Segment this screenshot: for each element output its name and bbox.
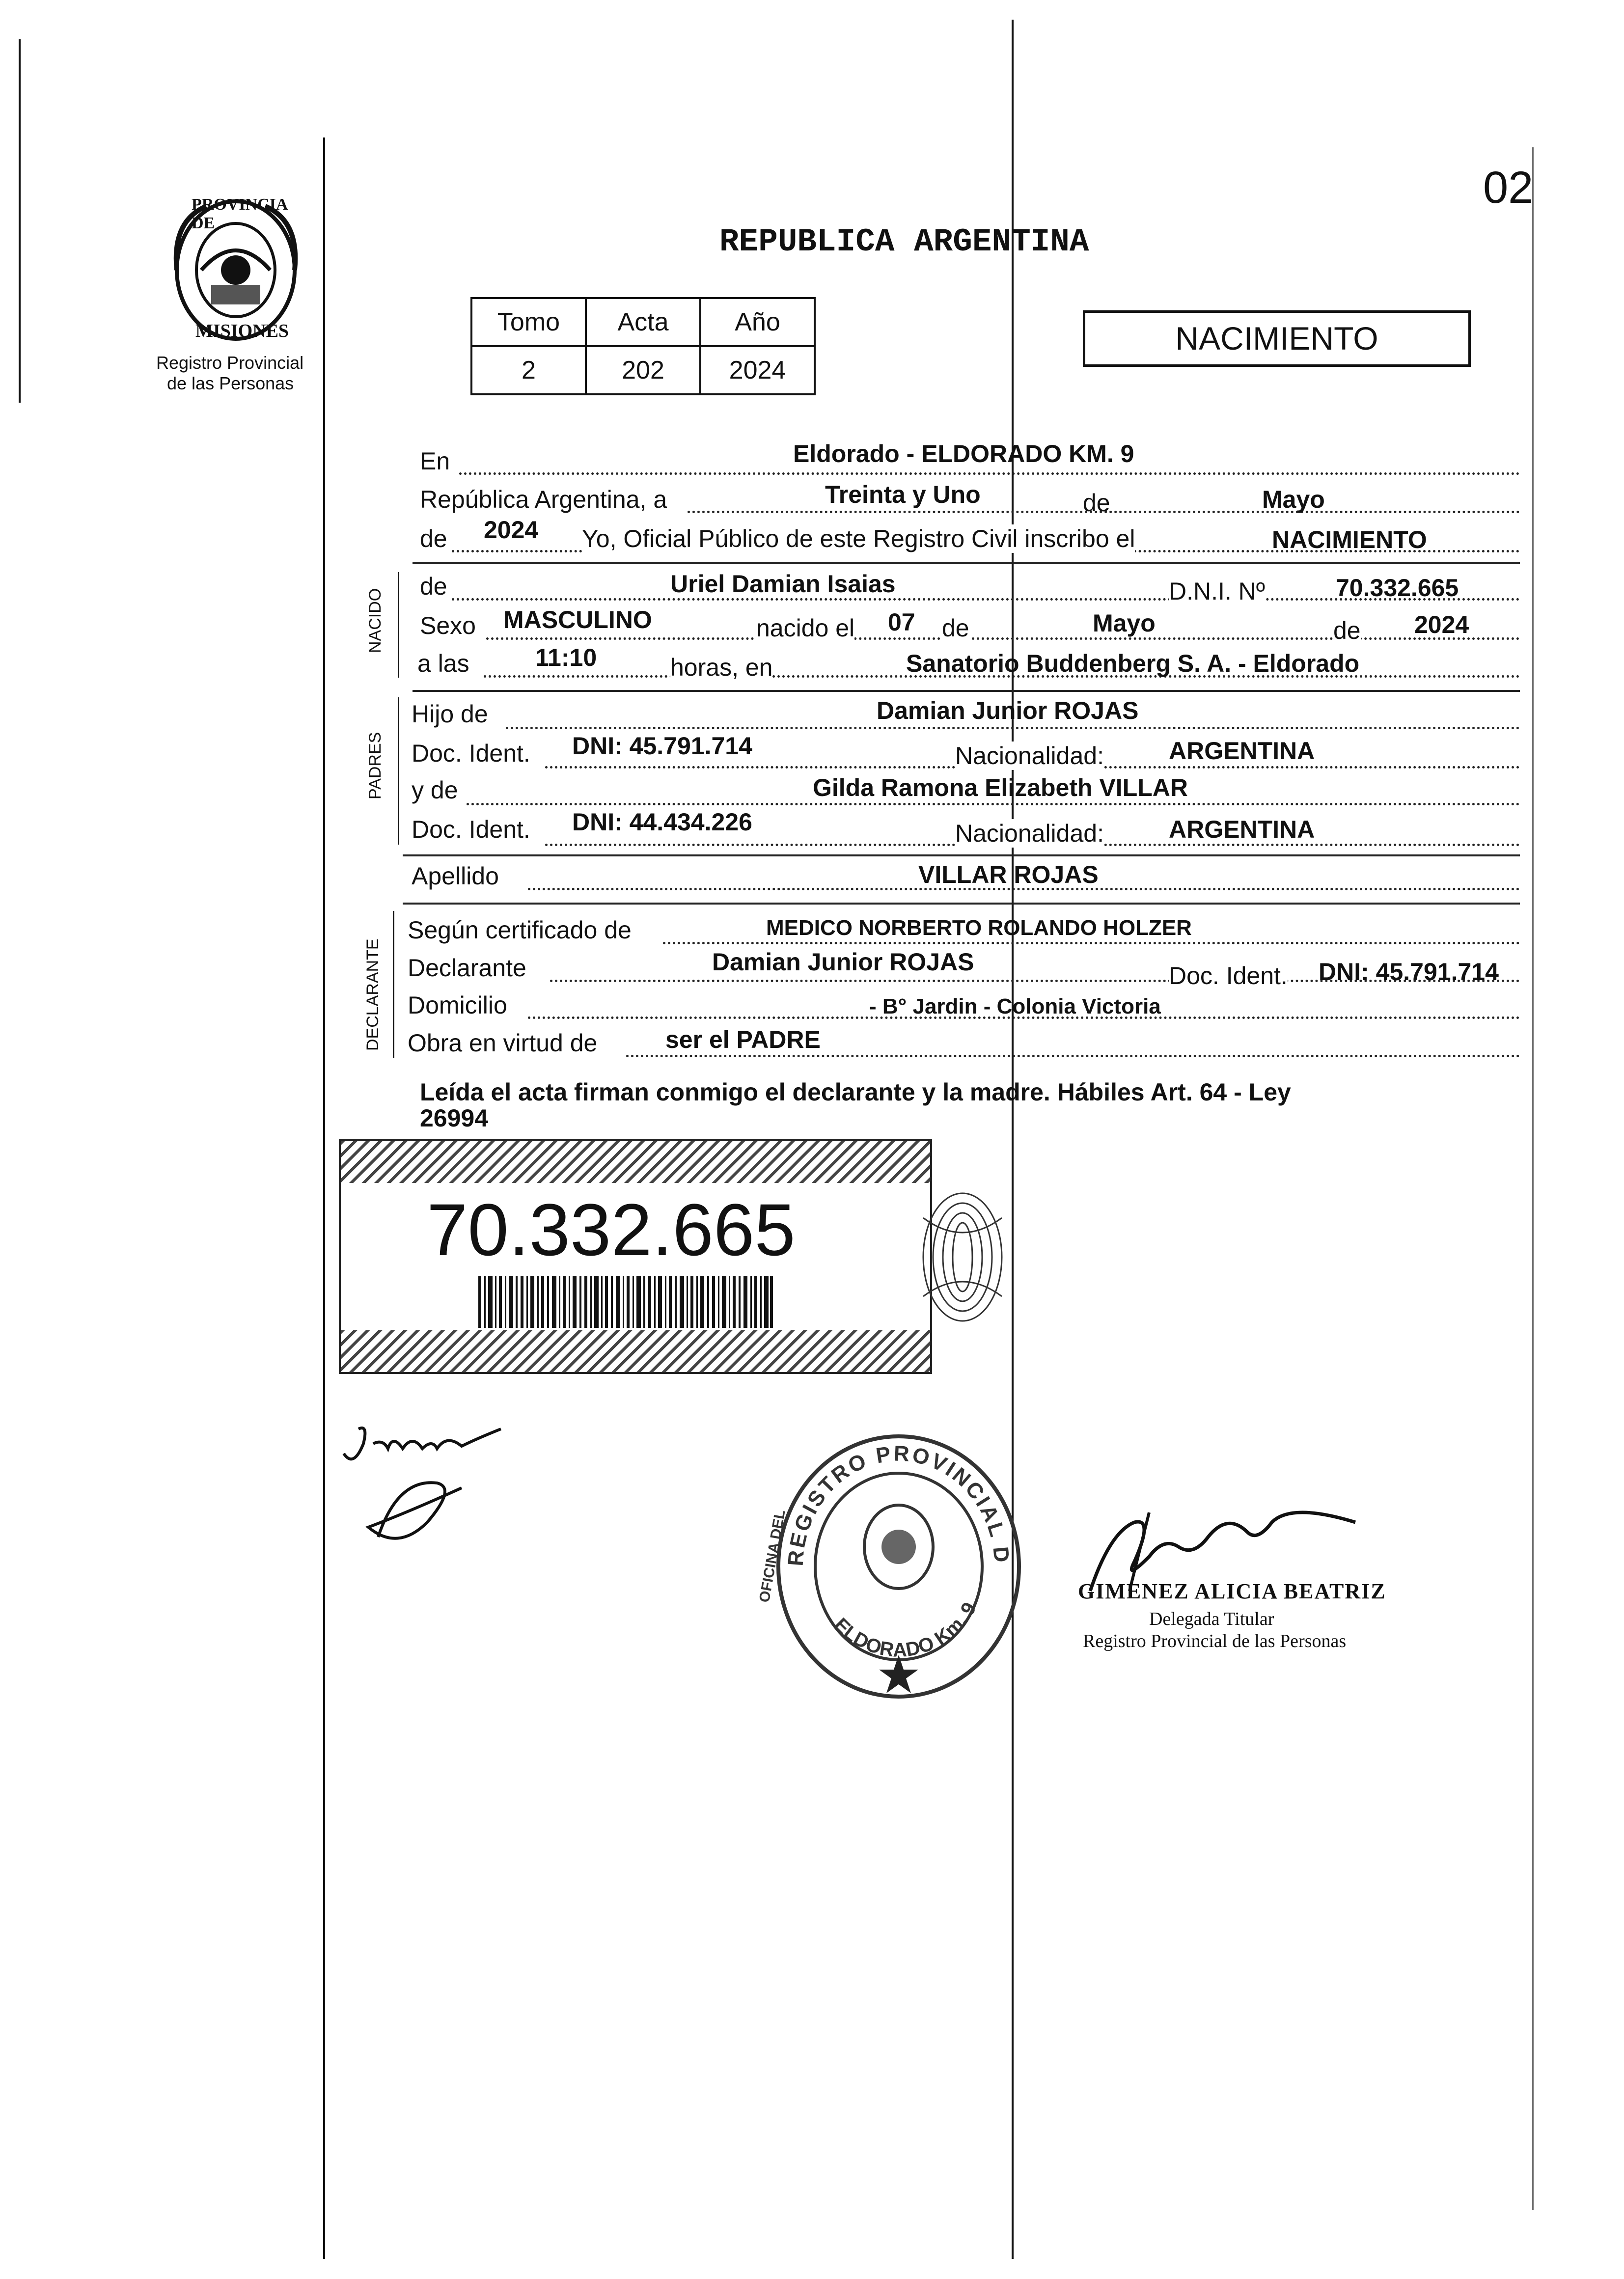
oficial-text: Yo, Oficial Público de este Registro Civil inscribo el <box>582 525 1135 552</box>
sexo-label: Sexo <box>420 612 476 639</box>
fold-line <box>1012 20 1014 2259</box>
declarante-label: Declarante <box>408 954 526 982</box>
sexo-dots <box>486 637 1520 640</box>
cert-dots <box>663 942 1520 944</box>
birth-day: 07 <box>888 608 915 636</box>
padres-bracket <box>398 697 399 845</box>
month: Mayo <box>1262 486 1325 513</box>
guilloche-strip-top <box>341 1141 930 1183</box>
separator-1 <box>413 562 1520 564</box>
child-dni: 70.332.665 <box>1336 574 1459 602</box>
tomo-header: Tomo <box>471 298 586 346</box>
horas-label: horas, en <box>670 654 773 681</box>
inner-margin-line <box>323 137 325 2259</box>
declarante-doc: DNI: 45.791.714 <box>1319 958 1499 986</box>
acta-header: Acta <box>586 298 700 346</box>
registry-caption-2: de las Personas <box>167 373 294 393</box>
padres-section-label: PADRES <box>366 732 385 799</box>
obra-dots <box>626 1055 1520 1057</box>
record-type: NACIMIENTO <box>1175 320 1378 357</box>
registry-round-stamp <box>769 1424 1024 1699</box>
stamp-left-text: OFICINA DEL <box>756 1509 789 1604</box>
republica-label: República Argentina, a <box>420 486 667 513</box>
official-office: Registro Provincial de las Personas <box>1083 1631 1347 1651</box>
apellido-label: Apellido <box>412 862 499 890</box>
sexo-value: MASCULINO <box>503 606 652 633</box>
father-doc: DNI: 45.791.714 <box>572 732 752 760</box>
nacido-el-label: nacido el <box>756 614 855 642</box>
page-number: 02 <box>1483 163 1534 213</box>
birth-time: 11:10 <box>535 644 597 671</box>
domicilio-value: - B° Jardin - Colonia Victoria <box>869 994 1161 1018</box>
father-nac-label: Nacionalidad: <box>955 742 1104 769</box>
birth-place: Sanatorio Buddenberg S. A. - Eldorado <box>906 650 1360 677</box>
closing-text-2: 26994 <box>420 1104 489 1132</box>
declarant-signature <box>339 1414 516 1552</box>
record-table <box>470 297 816 395</box>
guilloche-strip-bottom <box>341 1330 930 1372</box>
birth-month: Mayo <box>1093 609 1156 637</box>
mother-nac-label: Nacionalidad: <box>955 820 1104 847</box>
inscribe-type: NACIMIENTO <box>1272 526 1427 553</box>
en-label: En <box>420 447 450 475</box>
cert-value: MEDICO NORBERTO ROLANDO HOLZER <box>766 916 1192 940</box>
father-dots <box>506 727 1520 729</box>
tomo-value: 2 <box>471 346 586 394</box>
separator-3 <box>403 854 1520 856</box>
record-type-box <box>1083 310 1471 367</box>
logo-text-bottom: MISIONES <box>195 321 289 341</box>
year: 2024 <box>484 516 539 544</box>
domicilio-label: Domicilio <box>408 991 507 1019</box>
de-label-2: de <box>420 525 447 552</box>
nacido-section-label: NACIDO <box>366 588 385 653</box>
hologram-pattern-icon <box>918 1188 1007 1326</box>
obra-value: ser el PADRE <box>665 1026 821 1053</box>
mother-doc: DNI: 44.434.226 <box>572 808 752 836</box>
official-name: GIMENEZ ALICIA BEATRIZ <box>1078 1579 1386 1603</box>
registry-logo <box>162 192 309 349</box>
en-value: Eldorado - ELDORADO KM. 9 <box>793 440 1134 467</box>
stamp-ring-text: REGISTRO PROVINCIAL D <box>783 1441 1014 1567</box>
hijo-label: Hijo de <box>412 700 488 728</box>
registry-caption-1: Registro Provincial <box>156 353 304 373</box>
day-words: Treinta y Uno <box>825 481 981 508</box>
nacido-de-label: de <box>420 573 447 600</box>
nacido-bracket <box>398 572 399 678</box>
apellido-value: VILLAR ROJAS <box>918 861 1099 888</box>
document-title: REPUBLICA ARGENTINA <box>719 223 1089 260</box>
right-margin-line <box>1532 147 1534 2210</box>
dni-label: D.N.I. Nº <box>1169 577 1266 605</box>
barcode-icon <box>478 1276 773 1328</box>
mother-nationality: ARGENTINA <box>1169 816 1315 843</box>
barcode-label <box>339 1139 932 1374</box>
de-label-1: de <box>1083 489 1110 517</box>
en-dots <box>459 472 1520 475</box>
mother-dots <box>467 803 1520 805</box>
declarante-name: Damian Junior ROJAS <box>712 948 974 976</box>
barcode-number: 70.332.665 <box>427 1188 796 1271</box>
svg-text:ELDORADO Km. 9 <box>830 1599 981 1661</box>
birth-de-label: de <box>942 614 969 642</box>
separator-2 <box>413 690 1520 692</box>
ano-header: Año <box>700 298 815 346</box>
stamp-bottom-text: ELDORADO Km. 9 <box>829 1598 981 1661</box>
birth-year: 2024 <box>1414 611 1469 638</box>
a-las-label: a las <box>417 650 469 677</box>
cert-label: Según certificado de <box>408 916 632 944</box>
obra-label: Obra en virtud de <box>408 1029 598 1057</box>
separator-4 <box>403 903 1520 905</box>
declarante-doc-label: Doc. Ident. <box>1169 962 1288 989</box>
acta-value: 202 <box>586 346 700 394</box>
declarante-section-label: DECLARANTE <box>363 938 382 1051</box>
mother-name: Gilda Ramona Elizabeth VILLAR <box>813 774 1188 801</box>
yde-label: y de <box>412 776 458 804</box>
logo-text-top: PROVINCIA DE <box>192 195 287 232</box>
child-name: Uriel Damian Isaias <box>670 570 896 598</box>
mother-doc-label: Doc. Ident. <box>412 816 530 843</box>
father-name: Damian Junior ROJAS <box>877 697 1139 724</box>
father-doc-label: Doc. Ident. <box>412 740 530 767</box>
closing-text-1: Leída el acta firman conmigo el declarante y la madre. Hábiles Art. 64 - Ley <box>420 1078 1291 1106</box>
father-nationality: ARGENTINA <box>1169 737 1315 765</box>
official-title: Delegada Titular <box>1149 1609 1274 1629</box>
birth-de-label-2: de <box>1333 617 1361 644</box>
ano-value: 2024 <box>700 346 815 394</box>
declarante-bracket <box>393 911 394 1058</box>
left-margin-line <box>19 39 21 403</box>
